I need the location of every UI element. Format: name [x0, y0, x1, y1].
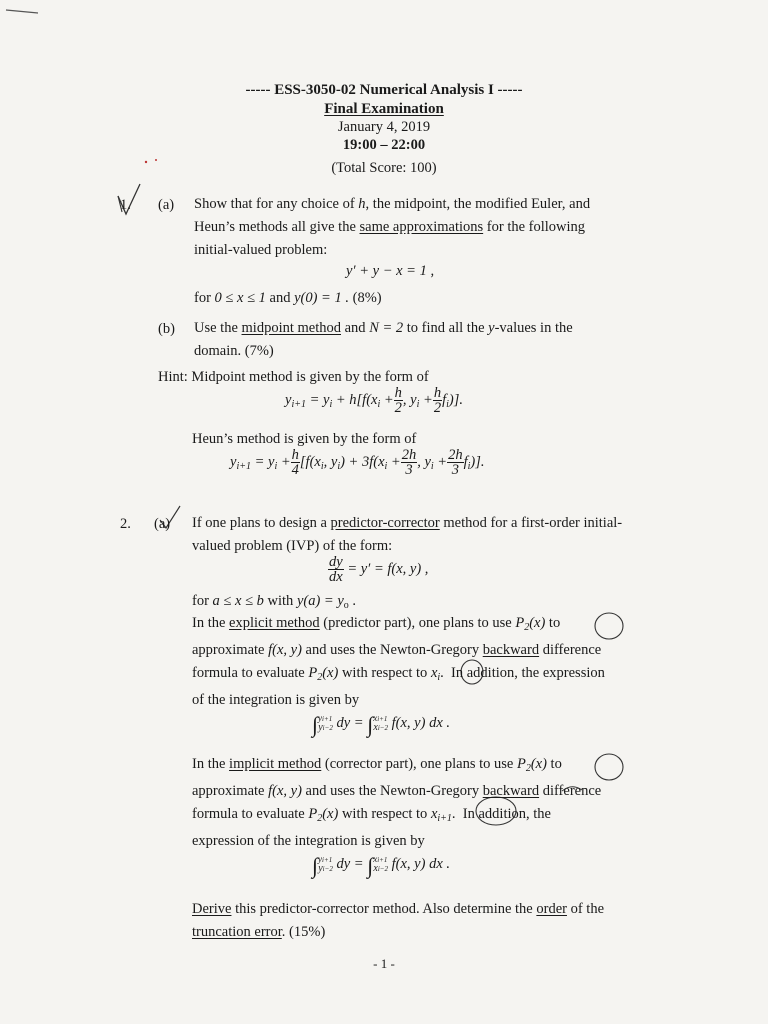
derive-paragraph: Derive this predictor-corrector method. Also determine the order of the truncation error. (15%) — [192, 901, 605, 940]
ivp-equation: $\frac{dy}{dx}$ = y′ = f(x, y) , — [329, 554, 429, 585]
q1a-label: (a) — [158, 197, 175, 213]
q2-number: 2. — [120, 516, 131, 532]
order-word: order — [536, 901, 567, 917]
truncation-error: truncation error — [192, 924, 282, 940]
implicit-method: implicit method — [229, 756, 322, 772]
derive-word: Derive — [192, 901, 232, 917]
backward-1: backward — [482, 642, 540, 658]
explicit-method: explicit method — [229, 615, 320, 631]
hint-midpoint: Hint: Midpoint method is given by the form of — [158, 369, 429, 385]
heun-formula: $y_{i+1} = y_i$ + $\frac{h}{4}$ [$f(x_i$, $y_i) + 3f(x_i$ + $\frac{2h}{3}$ , $y_i$ + $\frac{2h}{3}$ $f_i$)]. — [230, 447, 485, 478]
predictor-corrector: predictor-corrector — [330, 515, 440, 531]
hint-heun: Heun’s method is given by the form of — [192, 431, 417, 447]
exam-date: January 4, 2019 — [337, 119, 431, 135]
q2a-label: (a) — [154, 516, 171, 532]
midpoint-method: midpoint method — [241, 320, 341, 336]
q1-condition: for 0 ≤ x ≤ 1 and y(0) = 1 . (8%) — [194, 290, 382, 306]
q1b-label: (b) — [158, 321, 175, 337]
exam-title: Final Examination — [324, 101, 444, 117]
explicit-integral: ∫$^{yi+1}_{yi-2}$ dy = ∫$^{xi+1}_{xi-2}$ f(x, y) dx . — [312, 712, 451, 737]
ivp-condition: for a ≤ x ≤ b with $y(a) = y_o$ . — [192, 593, 357, 611]
midpoint-formula: $y_{i+1} = y_i + h[f(x_i$ + $\frac{h}{2}$ , $y_i$ + $\frac{h}{2}$ $f_i$)]. — [285, 385, 463, 416]
exam-time: 19:00 – 22:00 — [342, 137, 426, 153]
q1-number: 1. — [120, 197, 131, 213]
q2a-intro: If one plans to design a predictor-corrector method for a first-order initial- valued problem (IVP) of the form: — [192, 515, 623, 554]
implicit-integral: ∫$^{yi+1}_{yi-2}$ dy = ∫$^{xi+1}_{xi-2}$ f(x, y) dx . — [312, 853, 451, 878]
implicit-paragraph: In the implicit method (corrector part), one plans to use $P_2(x)$ to approximate f(x, y) and uses the Newton-Gregory backward difference formula to evaluate $P_2(x)$ with respect to $x_{i+1}$. In addition, the expression of the integration is given by — [192, 756, 602, 849]
explicit-paragraph: In the explicit method (predictor part), one plans to use $P_2(x)$ to approximate f(x, y) and uses the Newton-Gregory backward difference formula to evaluate $P_2(x)$ with respect to $x_i$. In addition, the expression of the integration is given by — [192, 615, 605, 708]
q1a-text: Show that for any choice of h, the midpoint, the modified Euler, and Heun’s methods all give the same approximations for the following initial-valued problem: — [194, 196, 591, 258]
total-score: (Total Score: 100) — [331, 160, 437, 176]
q1b-text: Use the midpoint method and N = 2 to find all the y-values in the domain. (7%) — [194, 320, 573, 359]
course-title: ----- ESS-3050-02 Numerical Analysis I ----- — [245, 82, 523, 98]
backward-2: backward — [482, 783, 540, 799]
page-number: - 1 - — [373, 956, 395, 971]
q1-ode: y′ + y − x = 1 , — [346, 263, 435, 279]
same-approximations: same approximations — [359, 219, 484, 235]
